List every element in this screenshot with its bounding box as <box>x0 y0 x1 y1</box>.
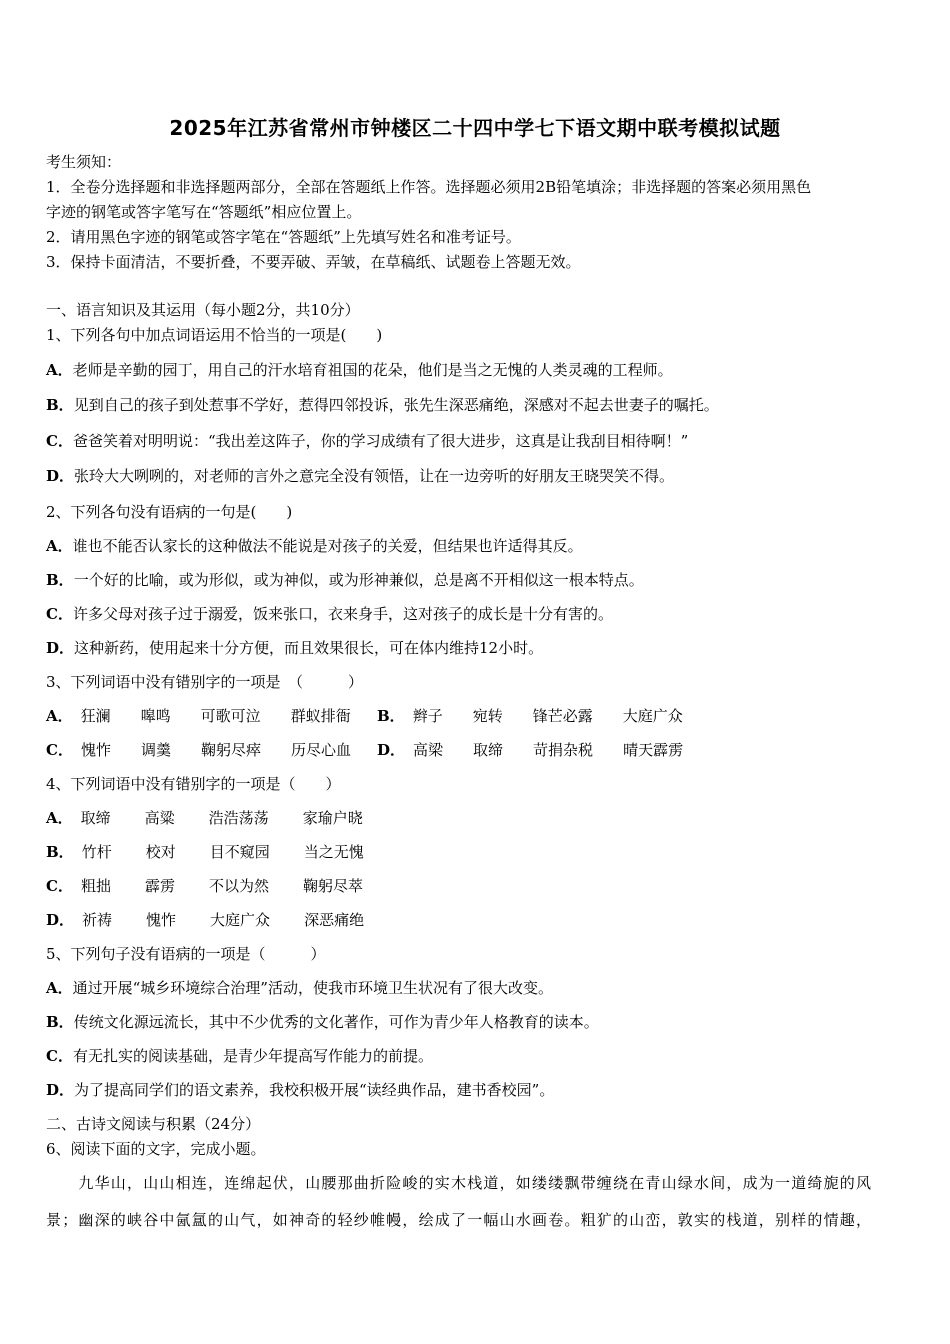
option-word: 浩浩荡荡 <box>208 809 269 827</box>
option-label: D． <box>46 639 75 657</box>
option-label: A． <box>46 707 73 725</box>
notice-item: 3．保持卡面清洁，不要折叠，不要弄破、弄皱，在草稿纸、试题卷上答题无效。 <box>46 253 581 271</box>
option-row <box>46 466 904 486</box>
option-label: B． <box>377 707 405 725</box>
option-label: C． <box>46 1047 73 1065</box>
question-stem: 4、下列词语中没有错别字的一项是（ ） <box>46 775 341 793</box>
question-stem: 5、下列句子没有语病的一项是（ ） <box>46 945 326 963</box>
option-text: 见到自己的孩子到处惹事不学好，惹得四邻投诉，张先生深恶痛绝，深感对不起去世妻子的嘱托。 <box>73 396 719 414</box>
option-label: B． <box>46 1013 74 1031</box>
option-word: 大庭广众 <box>210 911 271 929</box>
passage-line: 九华山，山山相连，连绵起伏，山腰那曲折险峻的实木栈道，如缕缕飘带缠绕在青山绿水间，成为一道绮旎的风 <box>46 1174 873 1192</box>
passage-line: 景；幽深的峡谷中氤氲的山气，如神奇的轻纱帷幔，绘成了一幅山水画卷。粗犷的山峦，敦实的栈道，别样的情趣， <box>46 1211 873 1229</box>
option-label: C． <box>46 432 73 450</box>
option-row <box>46 1012 904 1032</box>
option-text: 爸爸笑着对明明说：“我出差这阵子，你的学习成绩有了很大进步，这真是让我刮目相待啊！” <box>72 432 689 450</box>
option-word: 狂澜 <box>80 707 111 725</box>
option-word: 深恶痛绝 <box>304 911 365 929</box>
option-text: 张玲大大咧咧的，对老师的言外之意完全没有领悟，让在一边旁听的好朋友王晓哭笑不得。 <box>74 467 675 485</box>
option-word: 大庭广众 <box>622 707 683 725</box>
option-word: 辫子 <box>412 707 443 725</box>
question-stem: 6、阅读下面的文字，完成小题。 <box>46 1140 266 1158</box>
option-row <box>46 1046 904 1066</box>
option-label: D． <box>46 467 75 485</box>
option-row <box>46 431 904 451</box>
option-text: 一个好的比喻，或为形似，或为神似，或为形神兼似，总是离不开相似这一根本特点。 <box>73 571 644 589</box>
option-word: 取缔 <box>473 741 504 759</box>
option-row <box>46 842 394 862</box>
option-text: 有无扎实的阅读基础，是青少年提高写作能力的前提。 <box>72 1047 433 1065</box>
section-heading: 二、古诗文阅读与积累（24分） <box>46 1115 261 1133</box>
option-word: 取缔 <box>80 809 111 827</box>
option-word: 粗拙 <box>80 877 111 895</box>
option-word: 愧怍 <box>146 911 177 929</box>
option-text: 许多父母对孩子过于溺爱，饭来张口，衣来身手，这对孩子的成长是十分有害的。 <box>72 605 613 623</box>
option-word: 高粱 <box>144 809 175 827</box>
option-text: 传统文化源远流长，其中不少优秀的文化著作，可作为青少年人格教育的读本。 <box>73 1013 599 1031</box>
option-word: 鞠躬尽瘁 <box>200 741 261 759</box>
option-text: 这种新药，使用起来十分方便，而且效果很长，可在体内维持12小时。 <box>74 639 544 657</box>
option-row <box>46 360 904 380</box>
option-word: 可歌可泣 <box>200 707 261 725</box>
option-word: 群蚁排衙 <box>290 707 351 725</box>
option-word: 当之无愧 <box>303 843 364 861</box>
option-word: 晴天霹雳 <box>623 741 684 759</box>
option-row <box>46 395 904 415</box>
option-label: D． <box>46 1081 75 1099</box>
option-row <box>46 1080 904 1100</box>
option-row <box>377 740 713 760</box>
option-label: C． <box>46 877 73 895</box>
notice-heading: 考生须知： <box>46 153 122 171</box>
option-text: 为了提高同学们的语文素养，我校积极开展“读经典作品，建书香校园”。 <box>74 1081 555 1099</box>
option-row <box>46 536 904 556</box>
option-word: 鞠躬尽萃 <box>303 877 364 895</box>
option-row <box>377 706 713 726</box>
option-text: 老师是辛勤的园丁，用自己的汗水培育祖国的花朵，他们是当之无愧的人类灵魂的工程师。 <box>72 361 673 379</box>
option-word: 愧怍 <box>80 741 111 759</box>
notice-item: 2．请用黑色字迹的钢笔或答字笔在“答题纸”上先填写姓名和准考证号。 <box>46 228 521 246</box>
option-word: 目不窥园 <box>209 843 270 861</box>
option-word: 苛捐杂税 <box>533 741 594 759</box>
option-word: 宛转 <box>472 707 503 725</box>
question-stem: 2、下列各句没有语病的一句是( ) <box>46 503 293 521</box>
option-word: 历尽心血 <box>291 741 352 759</box>
option-row <box>46 740 381 760</box>
option-word: 校对 <box>145 843 176 861</box>
option-word: 嗥鸣 <box>140 707 171 725</box>
option-label: C． <box>46 605 73 623</box>
option-word: 祈祷 <box>82 911 113 929</box>
option-label: A． <box>46 537 73 555</box>
option-row <box>46 808 393 828</box>
option-label: B． <box>46 843 74 861</box>
option-label: A． <box>46 979 73 997</box>
option-row <box>46 876 393 896</box>
option-word: 锋芒必露 <box>532 707 593 725</box>
option-word: 家瑜户晓 <box>302 809 363 827</box>
option-label: B． <box>46 571 74 589</box>
question-stem: 1、下列各句中加点词语运用不恰当的一项是( ) <box>46 326 383 344</box>
notice-item: 字迹的钢笔或答字笔写在“答题纸”相应位置上。 <box>46 203 362 221</box>
option-row <box>46 570 904 590</box>
option-label: C． <box>46 741 73 759</box>
section-heading: 一、语言知识及其运用（每小题2分，共10分） <box>46 301 360 319</box>
option-word: 霹雳 <box>144 877 175 895</box>
option-row <box>46 978 904 998</box>
notice-item: 1．全卷分选择题和非选择题两部分，全部在答题纸上作答。选择题必须用2B铅笔填涂；非选择题的答案必须用黑色 <box>46 178 812 196</box>
option-text: 谁也不能否认家长的这种做法不能说是对孩子的关爱，但结果也许适得其反。 <box>72 537 583 555</box>
option-row <box>46 910 394 930</box>
option-label: A． <box>46 361 73 379</box>
option-word: 不以为然 <box>208 877 269 895</box>
option-word: 竹杆 <box>81 843 112 861</box>
option-label: D． <box>46 911 75 929</box>
page-title: 2025年江苏省常州市钟楼区二十四中学七下语文期中联考模拟试题 <box>169 116 781 140</box>
option-label: A． <box>46 809 73 827</box>
option-row <box>46 604 904 624</box>
option-label: B． <box>46 396 74 414</box>
question-stem: 3、下列词语中没有错别字的一项是 （ ） <box>46 673 364 691</box>
option-word: 调羹 <box>140 741 171 759</box>
option-row <box>46 638 904 658</box>
option-word: 高梁 <box>413 741 444 759</box>
option-label: D． <box>377 741 406 759</box>
option-row <box>46 706 381 726</box>
option-text: 通过开展“城乡环境综合治理”活动，使我市环境卫生状况有了很大改变。 <box>72 979 553 997</box>
